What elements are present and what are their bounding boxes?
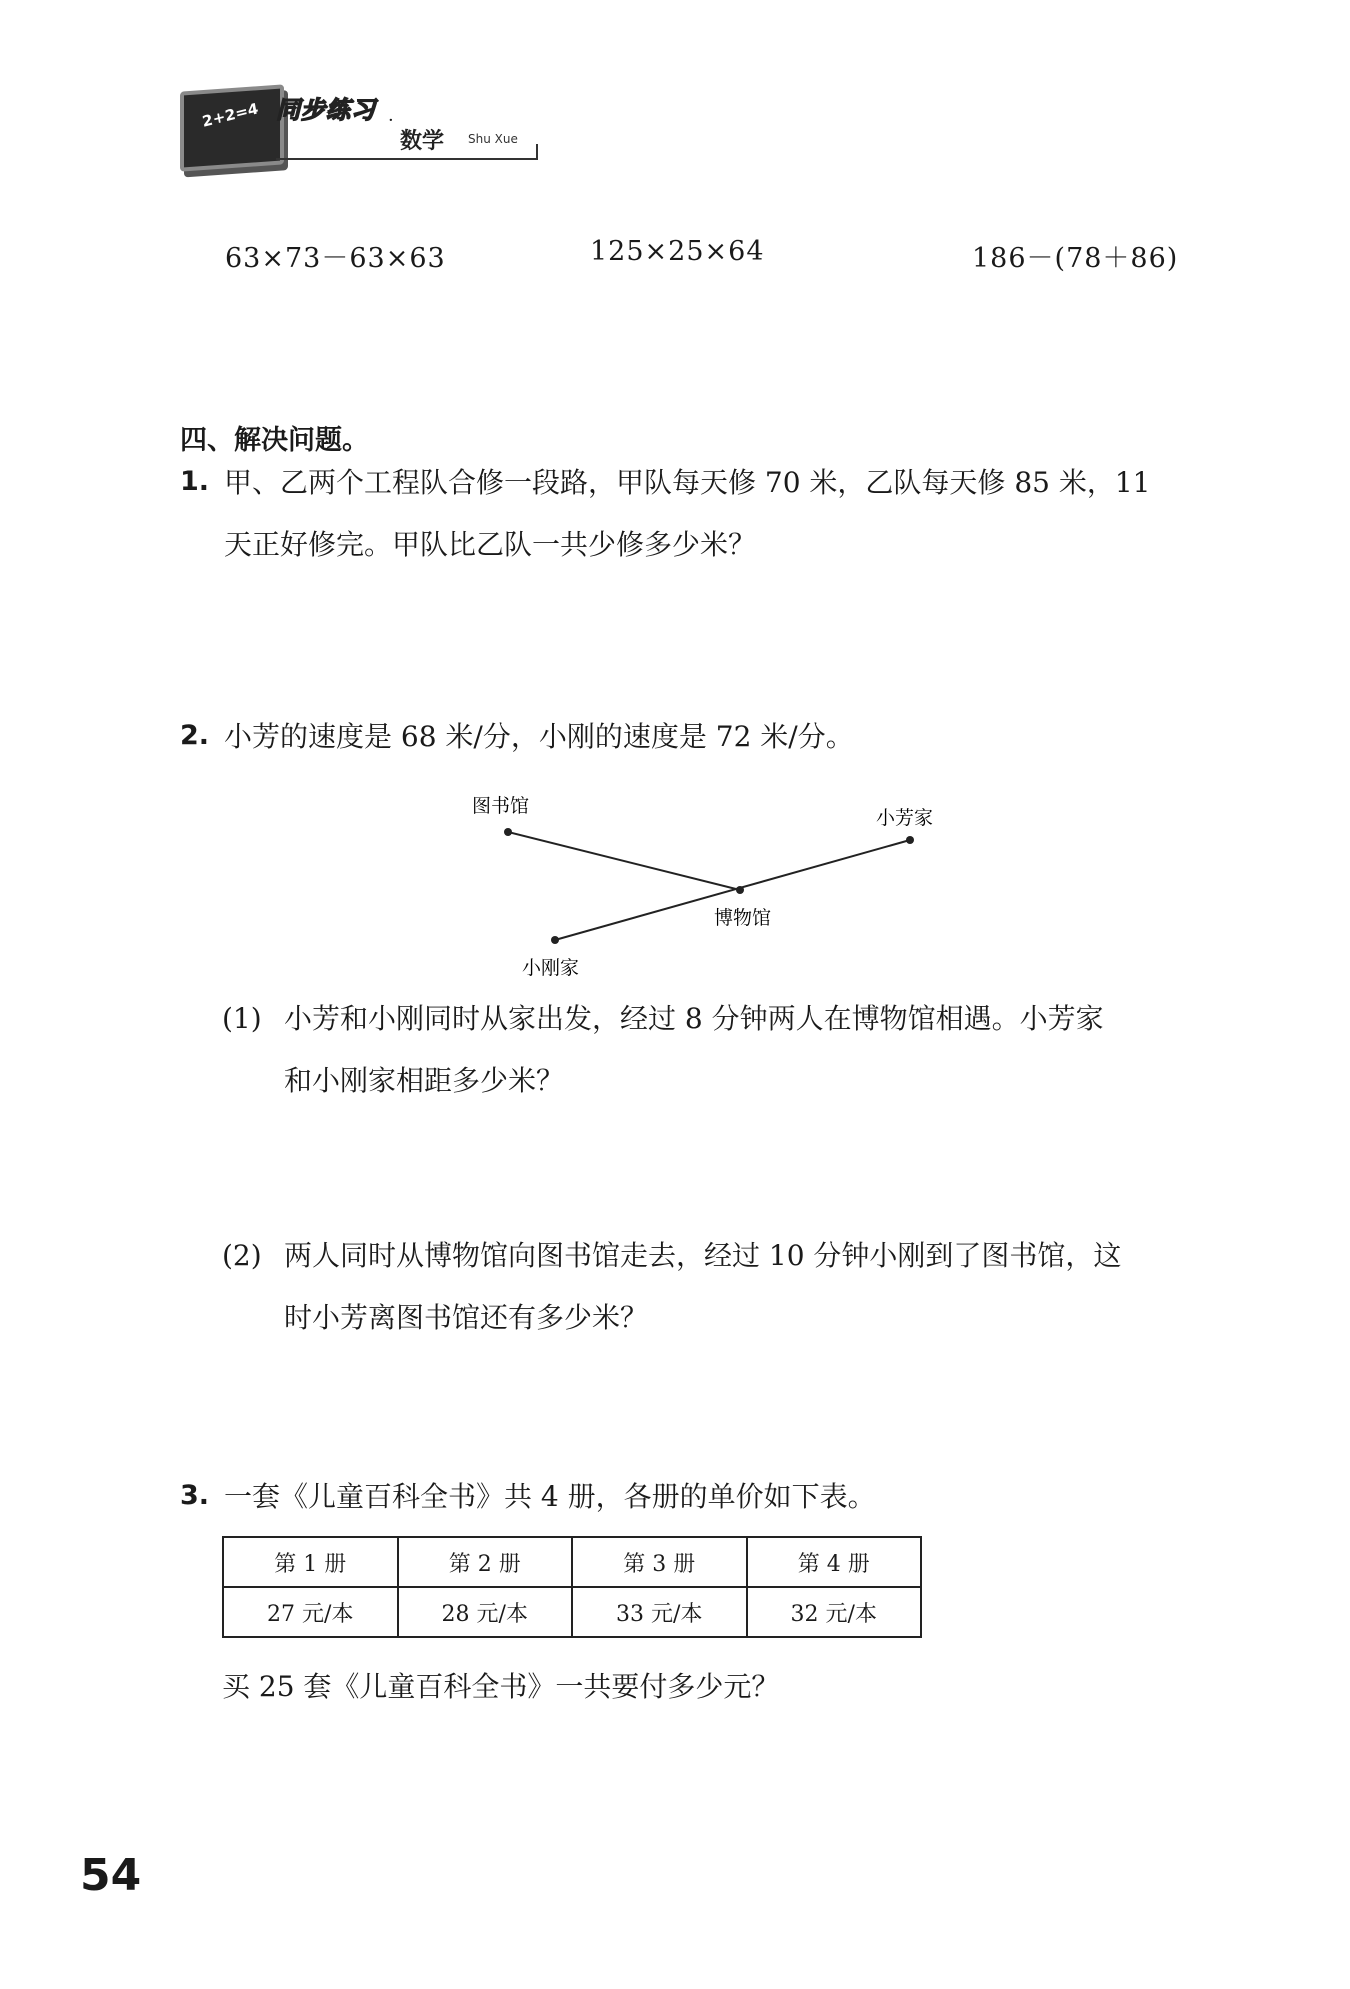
q1-line-2: 天正好修完。甲队比乙队一共少修多少米？ — [224, 528, 757, 561]
header-dot: · — [388, 110, 394, 131]
q3-text: 一套《儿童百科全书》共 4 册，各册的单价如下表。 — [224, 1480, 876, 1513]
q2-sub1-line-2: 和小刚家相距多少米？ — [284, 1064, 565, 1097]
header-rule-end — [536, 144, 538, 160]
q2-sub2-line-2: 时小芳离图书馆还有多少米？ — [284, 1301, 649, 1334]
library-museum-path — [508, 832, 740, 890]
subject-pinyin: Shu Xue — [468, 132, 518, 146]
logo-text: 2+2=4 — [200, 99, 260, 131]
table-cell: 28 元/本 — [398, 1587, 573, 1637]
expression-1: 63×73－63×63 — [225, 243, 446, 274]
route-map — [420, 780, 960, 980]
question-number: 2. — [180, 720, 210, 751]
table-cell: 27 元/本 — [223, 1587, 398, 1637]
museum-point — [736, 886, 744, 894]
header-rule — [276, 158, 538, 160]
table-header-row — [223, 1537, 921, 1587]
price-table — [222, 1536, 922, 1638]
table-header-cell: 第 2 册 — [398, 1537, 573, 1587]
page-header — [180, 80, 540, 180]
q2-sub2-line-1: 两人同时从博物馆向图书馆走去，经过 10 分钟小刚到了图书馆，这 — [284, 1239, 1122, 1272]
table-row — [223, 1587, 921, 1637]
table-header-cell: 第 1 册 — [223, 1537, 398, 1587]
question-number: 1. — [180, 466, 210, 497]
table-cell: 33 元/本 — [572, 1587, 747, 1637]
table-header-cell: 第 4 册 — [747, 1537, 922, 1587]
chalkboard-logo — [180, 84, 284, 171]
library-label: 图书馆 — [472, 795, 530, 817]
xiaofang-home-point — [906, 836, 914, 844]
page-number: 54 — [80, 1850, 142, 1901]
xiaofang-home-label: 小芳家 — [876, 807, 934, 829]
section-title: 四、解决问题。 — [180, 425, 369, 456]
xiaogang-home-point — [551, 936, 559, 944]
sub-question-number: (1) — [222, 1002, 262, 1035]
question-1 — [180, 466, 1151, 561]
subject-label: 数学 — [400, 129, 445, 154]
question-number: 3. — [180, 1480, 210, 1511]
museum-label: 博物馆 — [714, 907, 772, 929]
q1-line-1: 甲、乙两个工程队合修一段路，甲队每天修 70 米，乙队每天修 85 米，11 — [224, 466, 1151, 499]
library-point — [504, 828, 512, 836]
table-header-cell: 第 3 册 — [572, 1537, 747, 1587]
q2-text: 小芳的速度是 68 米/分，小刚的速度是 72 米/分。 — [224, 720, 854, 753]
expression-2: 125×25×64 — [590, 236, 765, 267]
series-title: 同步练习 — [276, 96, 376, 124]
xiaogang-home-label: 小刚家 — [522, 957, 580, 979]
sub-question-number: (2) — [222, 1239, 262, 1272]
q3-question: 买 25 套《儿童百科全书》一共要付多少元？ — [222, 1670, 780, 1703]
expression-3: 186－(78＋86) — [972, 243, 1179, 274]
q2-sub1-line-1: 小芳和小刚同时从家出发，经过 8 分钟两人在博物馆相遇。小芳家 — [284, 1002, 1104, 1035]
table-cell: 32 元/本 — [747, 1587, 922, 1637]
question-3 — [180, 1480, 876, 1513]
question-2 — [180, 720, 854, 753]
